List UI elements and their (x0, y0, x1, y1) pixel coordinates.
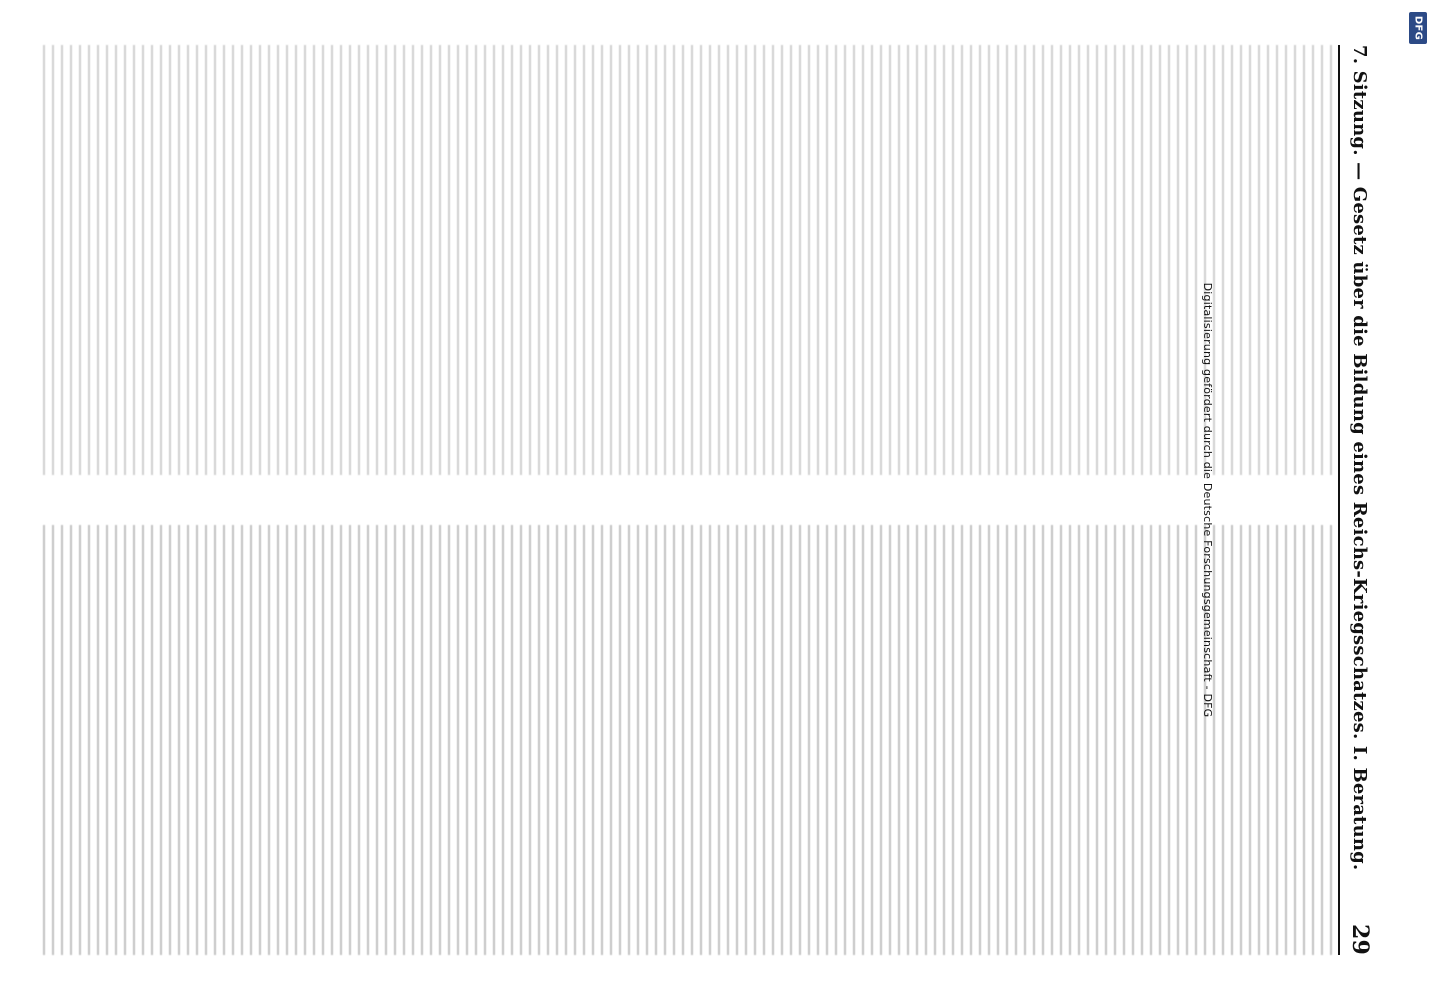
dfg-badge (1409, 12, 1427, 44)
body-area (42, 45, 1332, 955)
column-right (42, 525, 1332, 955)
column-left-text-lines (42, 45, 1332, 475)
column-left (42, 45, 1332, 475)
header-rule (1338, 45, 1340, 955)
page-number: 29 (1347, 923, 1373, 955)
column-right-text-lines (42, 525, 1332, 955)
credit-text: Digitalisierung gefördert durch die Deutsche Forschungsgemeinschaft - DFG (1201, 282, 1215, 718)
header-left-text: 7. Sitzung. — Gesetz über die Bildung eines Reichs-Kriegsschatzes. I. Beratung. (1349, 45, 1371, 871)
page-header (1343, 45, 1377, 955)
dfg-badge-text: DFG (1412, 15, 1424, 41)
